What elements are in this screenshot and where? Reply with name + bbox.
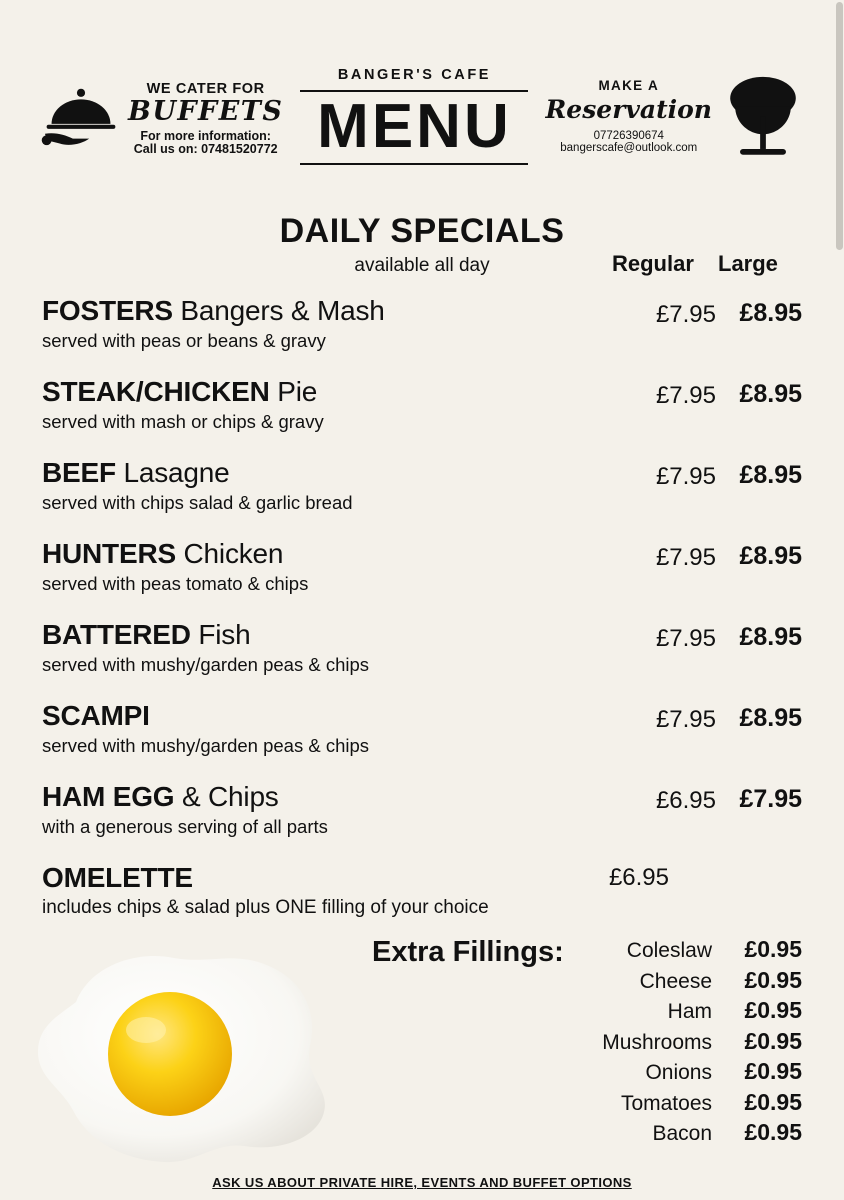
menu-item-name-bold: BATTERED [42,619,191,650]
menu-item-name [42,538,844,570]
footer-note [0,1174,844,1192]
menu-item-name [42,700,844,732]
filling-name: Bacon [652,1122,712,1145]
scrollbar-thumb[interactable] [836,2,843,250]
reservation-email: bangerscafe@outlook.com [560,142,698,155]
scrollbar-track[interactable] [835,0,844,1200]
menu-item-name-bold: STEAK/CHICKEN [42,376,270,407]
menu-item-name-bold: FOSTERS [42,295,173,326]
filling-row [492,967,802,994]
menu-item-price-large: £8.95 [739,542,802,570]
menu-item-price-regular: £7.95 [655,625,716,652]
menu-item-price-large: £8.95 [739,461,802,489]
menu-item-name-bold: HAM EGG [42,781,175,812]
menu-item-price-large: £8.95 [739,299,802,327]
filling-price: £0.95 [744,936,802,962]
menu-item-name-light: Fish [190,619,251,650]
filling-price: £0.95 [744,1119,802,1145]
menu-item-price-regular: £7.95 [655,706,716,733]
menu-item-name [42,781,844,813]
filling-row [492,997,802,1024]
menu-item-name [42,457,844,489]
cloche-serving-tray-icon [40,83,122,155]
menu-item-price-large: £8.95 [739,704,802,732]
menu-item-name-light: Bangers & Mash [172,295,385,326]
filling-row [492,1119,802,1146]
column-header-large: Large [718,251,778,276]
cafe-name: BANGER'S CAFE [337,66,492,83]
reservation-phone: 07726390674 [593,129,664,142]
footer-note-text: ASK US ABOUT PRIVATE HIRE, EVENTS AND BUFFET OPTIONS [212,1175,632,1190]
extra-fillings-section [0,934,844,1144]
column-header-regular: Regular [612,251,694,276]
menu-item-name [42,376,844,408]
menu-item-name [42,619,844,651]
menu-item-price-large: £7.95 [739,785,802,813]
menu-item-name-light: & Chips [174,781,279,812]
menu-item-description: served with mash or chips & gravy [42,411,324,433]
menu-item-name-bold: BEEF [42,457,116,488]
filling-price: £0.95 [744,966,802,993]
filling-row [492,936,802,963]
filling-price: £0.95 [744,997,802,1023]
buffet-phone: Call us on: 07481520772 [133,141,278,156]
filling-name: Cheese [639,969,712,993]
availability-note: available all day [354,255,490,276]
extra-fillings-title: Extra Fillings: [372,936,564,968]
reservation-block [546,73,804,161]
menu-items-list [0,295,844,932]
reservation-line-1: MAKE A [598,78,660,94]
filling-name: Onions [645,1061,712,1084]
extra-fillings-list [492,936,802,1150]
cocktail-glass-icon [722,73,804,161]
menu-item-price-regular: £6.95 [608,864,669,891]
filling-row [492,1058,802,1085]
filling-row [492,1028,802,1055]
menu-item-description: served with chips salad & garlic bread [42,492,353,514]
filling-name: Coleslaw [626,939,712,962]
menu-item-name-bold: SCAMPI [42,700,150,731]
menu-item [0,619,844,700]
menu-word: MENU [317,91,512,161]
menu-item [0,376,844,457]
filling-price: £0.95 [744,1027,802,1054]
menu-item-name-light: Lasagne [115,457,230,488]
reservation-line-2: Reservation [545,95,712,125]
menu-item-price-regular: £6.95 [655,787,716,814]
filling-row [492,1089,802,1116]
filling-name: Mushrooms [602,1030,712,1054]
menu-item [0,457,844,538]
menu-item-name [42,295,844,327]
menu-item-price-large: £8.95 [739,623,802,651]
menu-item-description: served with mushy/garden peas & chips [42,654,370,676]
filling-price: £0.95 [744,1088,802,1115]
filling-name: Tomatoes [620,1091,712,1115]
menu-item-price-regular: £7.95 [655,463,716,490]
buffet-line-2: BUFFETS [128,96,284,128]
menu-item-name-light: Chicken [175,538,284,569]
menu-item-description: with a generous serving of all parts [42,816,328,838]
menu-item-description: includes chips & salad plus ONE filling of your choice [42,897,489,919]
filling-name: Ham [667,1000,712,1023]
menu-item-description: served with peas tomato & chips [42,573,309,595]
daily-specials-title: DAILY SPECIALS [279,212,565,250]
menu-item-name: OMELETTE [42,862,193,893]
filling-price: £0.95 [744,1058,802,1084]
menu-item [0,781,844,862]
menu-item-omelette [0,862,844,932]
menu-item [0,295,844,376]
menu-header [0,0,844,200]
menu-item-description: served with mushy/garden peas & chips [42,735,370,757]
menu-item-price-large: £8.95 [739,380,802,408]
menu-item-price-regular: £7.95 [655,301,716,328]
menu-title-block [300,67,528,166]
title-rule-bottom [300,163,528,165]
buffet-line-1: WE CATER FOR [146,81,265,98]
menu-item-price-regular: £7.95 [655,544,716,571]
menu-item [0,700,844,781]
menu-item-name-bold: HUNTERS [42,538,176,569]
menu-item-name-light: Pie [269,376,318,407]
buffet-block [40,82,283,156]
specials-subheader [0,251,844,289]
menu-item [0,538,844,619]
buffet-line-3: For more information: [140,128,271,143]
menu-item-description: served with peas or beans & gravy [42,330,326,352]
menu-item-price-regular: £7.95 [655,382,716,409]
